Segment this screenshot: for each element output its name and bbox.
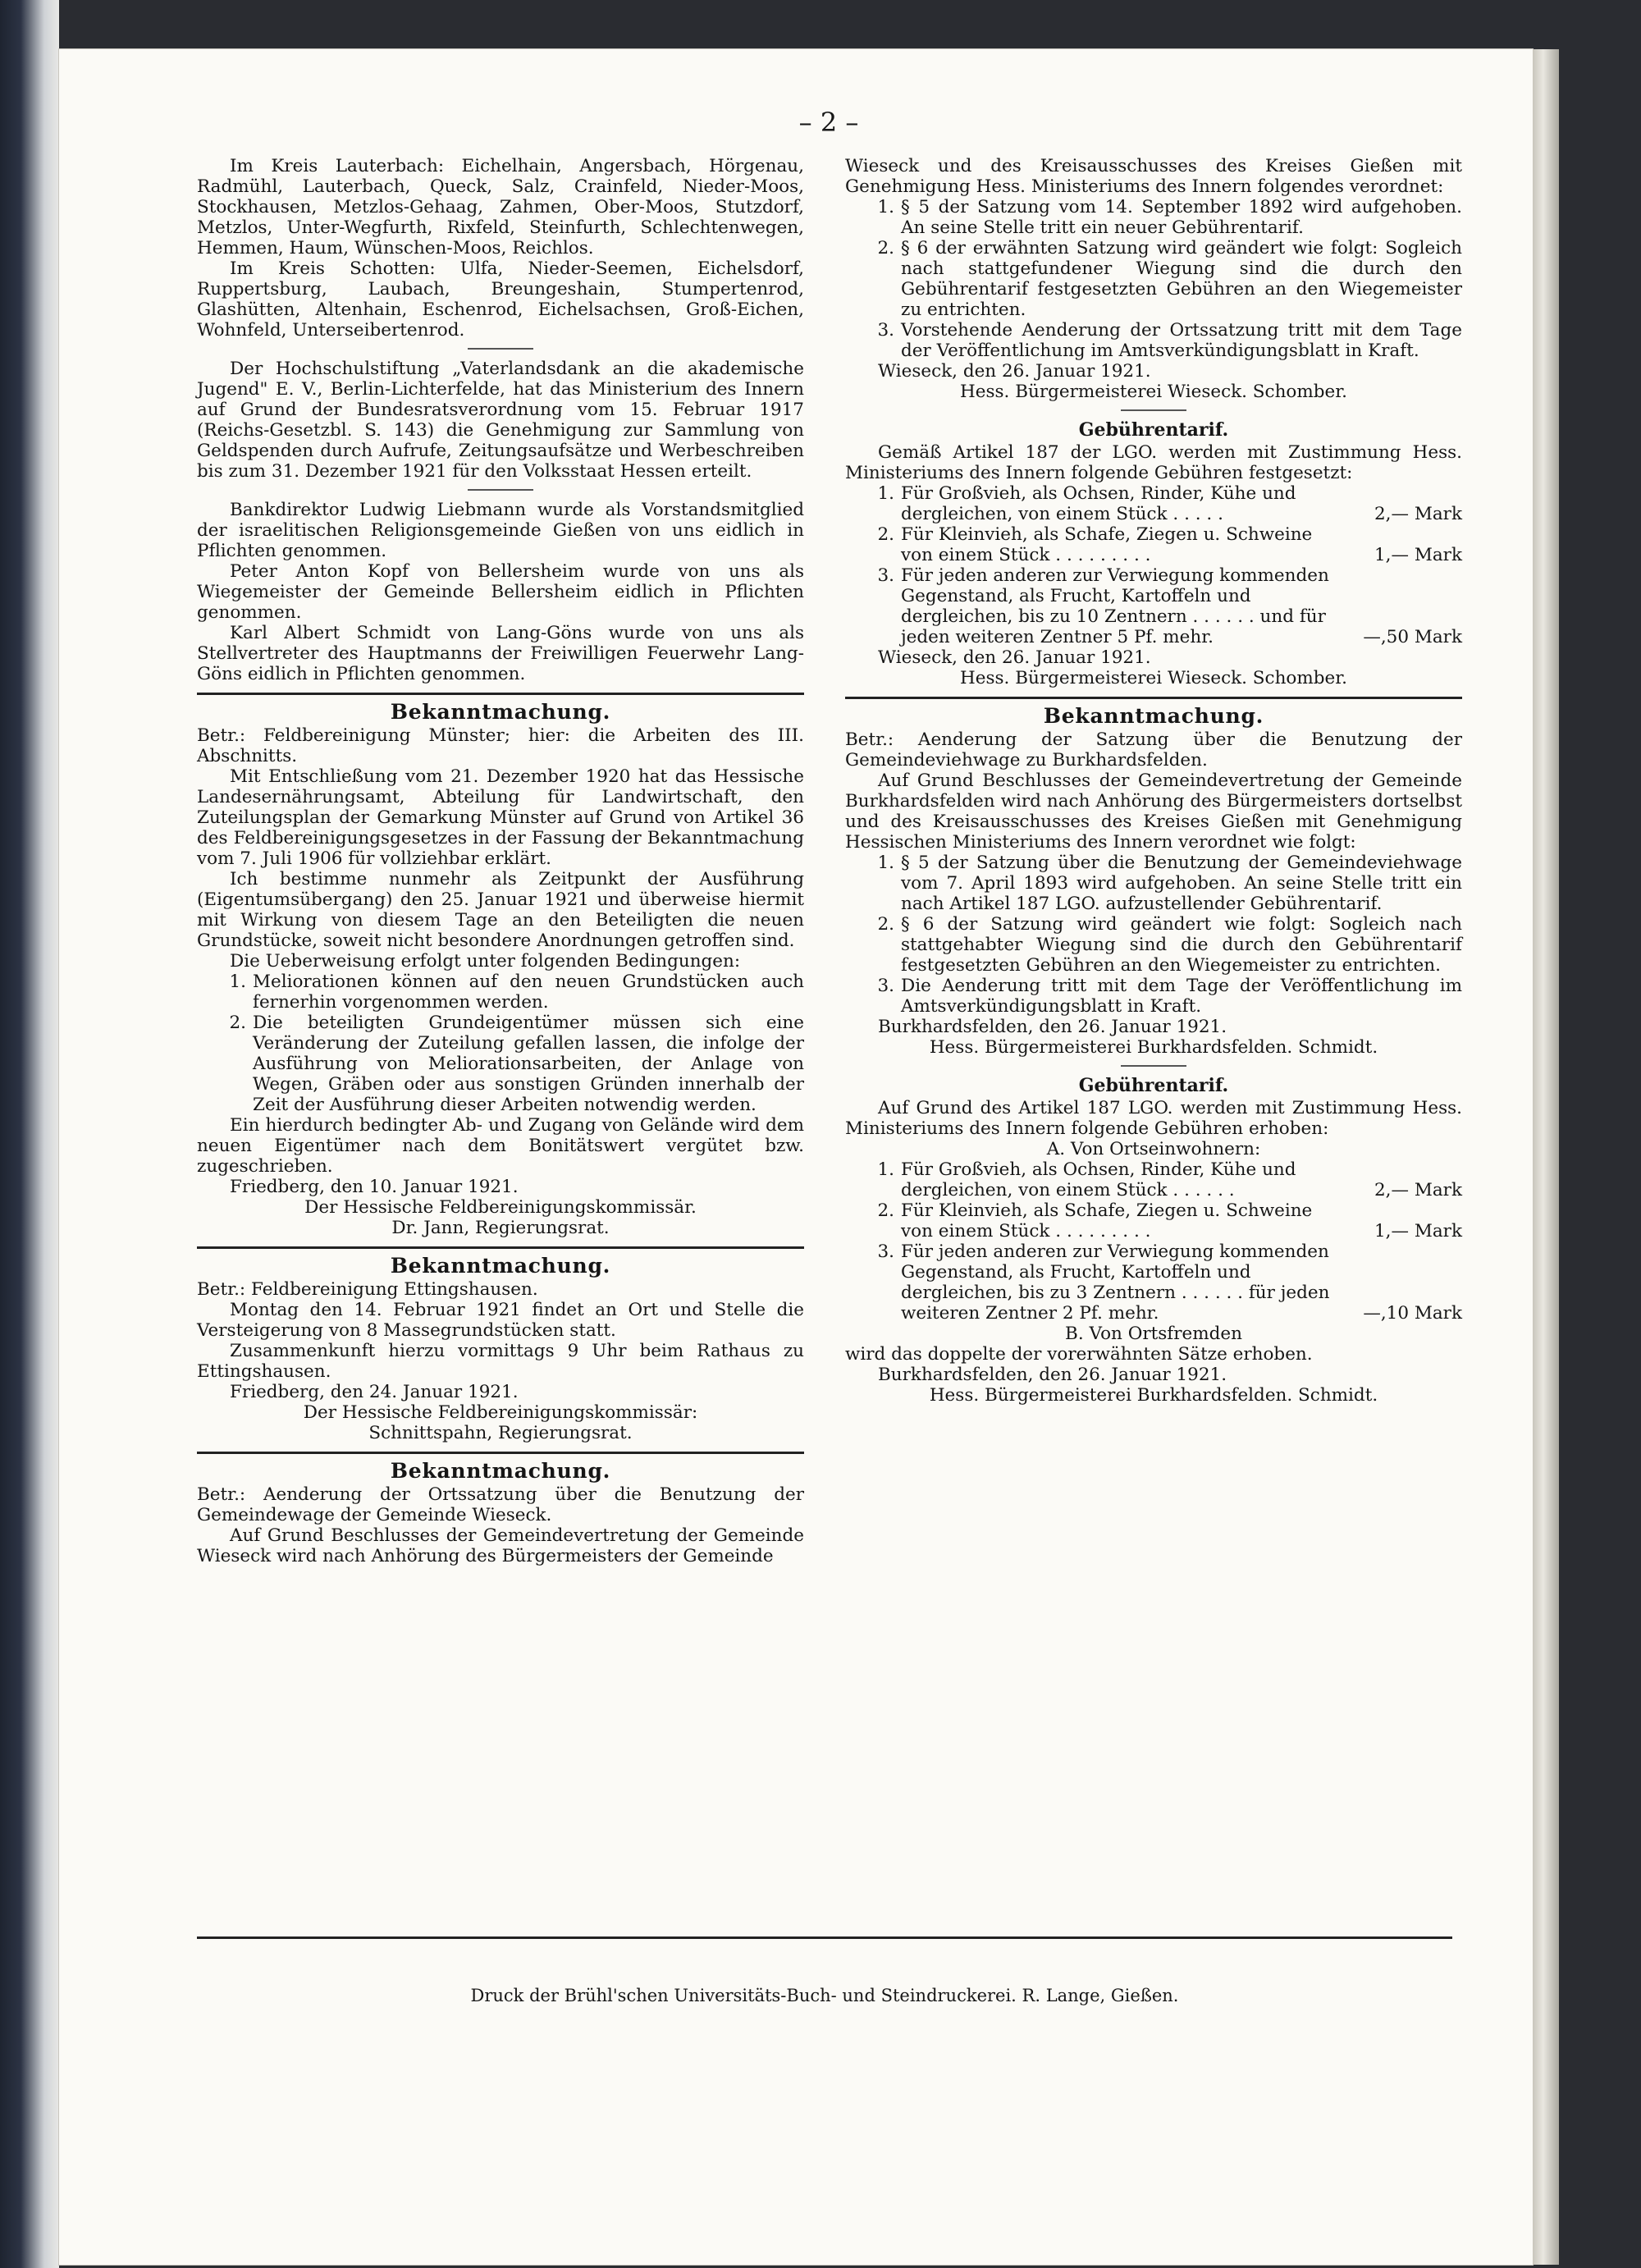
fee-amount: —,50 Mark xyxy=(1363,627,1462,647)
fee-item xyxy=(845,565,1462,647)
date-line: Wieseck, den 26. Januar 1921. xyxy=(878,647,1151,668)
book-spine xyxy=(0,0,59,2268)
separator xyxy=(1121,409,1186,411)
date-line: Friedberg, den 10. Januar 1921. xyxy=(230,1177,519,1197)
date-line: Burkhardsfelden, den 26. Januar 1921. xyxy=(878,1017,1227,1037)
paragraph: Auf Grund Beschlusses der Gemeindevertretung der Gemeinde Burkhardsfelden wird nach Anhörung des Bürgermeisters dortselbst und des Kreisausschusses des Kreises Gießen mit Genehmigung Hessischen Ministeriums des Innern verordnet wie folgt: xyxy=(845,770,1462,853)
betreff-line: Betr.: Feldbereinigung Münster; hier: die Arbeiten des III. Abschnitts. xyxy=(197,725,804,766)
item-number: 2. xyxy=(229,1013,246,1033)
section-rule xyxy=(197,1452,804,1454)
kreis-lauterbach-list: Im Kreis Lauterbach: Eichelhain, Angersbach, Hörgenau, Radmühl, Lauterbach, Queck, Salz, Crainfeld, Nieder-Moos, Stockhausen, Metzlos-Gehaag, Zahmen, Ober-Moos, Stutzdorf, Metzlos, Unter-Wegfurth, Rixfeld, Steinfurth, Schlechtenwegen, Hemmen, Haum, Wünschen-Moos, Reichlos. xyxy=(197,156,804,258)
item-number: 1. xyxy=(229,972,246,992)
item-text: § 5 der Satzung über die Benutzung der Gemeindeviehwage vom 7. April 1893 wird aufgehoben. An seine Stelle tritt ein nach Artikel 187 LGO. aufzustellender Gebührentarif. xyxy=(901,853,1462,914)
list-item xyxy=(197,972,804,1013)
footer-rule xyxy=(197,1936,1452,1939)
item-number: 1. xyxy=(877,1159,894,1180)
fee-item xyxy=(845,1159,1462,1200)
paragraph: Die Ueberweisung erfolgt unter folgenden Bedingungen: xyxy=(230,951,741,972)
subheading: B. Von Ortsfremden xyxy=(1065,1324,1242,1344)
item-number: 1. xyxy=(877,483,894,504)
signature-line: Hess. Bürgermeisterei Burkhardsfelden. Schmidt. xyxy=(929,1385,1378,1406)
item-text: Für Großvieh, als Ochsen, Rinder, Kühe und dergleichen, von einem Stück . . . . . . xyxy=(901,1159,1296,1200)
paragraph: Mit Entschließung vom 21. Dezember 1920 hat das Hessische Landesernährungsamt, Abteilung für Landwirtschaft, den Zuteilungsplan der Gemarkung Münster auf Grund von Artikel 36 des Feldbereinigungsgesetzes in der Fassung der Bekanntmachung vom 7. Juli 1906 für vollziehbar erklärt. xyxy=(197,766,804,869)
item-text: Für Großvieh, als Ochsen, Rinder, Kühe und dergleichen, von einem Stück . . . . . xyxy=(901,483,1296,524)
fee-list xyxy=(845,483,1462,647)
signature-title: Der Hessische Feldbereinigungskommissär. xyxy=(304,1197,697,1218)
item-number: 3. xyxy=(877,320,894,341)
separator xyxy=(468,348,533,350)
fee-amount: 2,— Mark xyxy=(1374,504,1462,524)
liebmann-notice: Bankdirektor Ludwig Liebmann wurde als Vorstandsmitglied der israelitischen Religionsgemeinde Gießen von uns eidlich in Pflichten genommen. xyxy=(197,500,804,561)
item-number: 3. xyxy=(877,565,894,586)
item-text: § 5 der Satzung vom 14. September 1892 wird aufgehoben. An seine Stelle tritt ein neuer Gebührentarif. xyxy=(901,197,1462,238)
kopf-notice: Peter Anton Kopf von Bellersheim wurde von uns als Wiegemeister der Gemeinde Bellersheim eidlich in Pflichten genommen. xyxy=(197,561,804,623)
fee-list xyxy=(845,1159,1462,1324)
item-number: 2. xyxy=(877,1200,894,1221)
betreff-line: Betr.: Aenderung der Satzung über die Benutzung der Gemeindeviehwage zu Burkhardsfelden. xyxy=(845,729,1462,770)
fee-item xyxy=(845,1241,1462,1324)
item-text: Meliorationen können auf den neuen Grundstücken auch fernerhin vorgenommen werden. xyxy=(253,972,804,1013)
paragraph: Auf Grund Beschlusses der Gemeindevertretung der Gemeinde Wieseck wird nach Anhörung des Bürgermeisters der Gemeinde xyxy=(197,1525,804,1566)
paragraph: Montag den 14. Februar 1921 findet an Ort und Stelle die Versteigerung von 8 Massegrundstücken statt. xyxy=(197,1300,804,1341)
ordinance-list xyxy=(845,853,1462,1017)
list-item xyxy=(845,238,1462,320)
signature-title: Der Hessische Feldbereinigungskommissär: xyxy=(303,1402,698,1423)
fee-amount: 1,— Mark xyxy=(1374,1221,1462,1241)
fee-amount: 2,— Mark xyxy=(1374,1180,1462,1200)
fee-amount: —,10 Mark xyxy=(1363,1303,1462,1324)
item-number: 1. xyxy=(877,197,894,217)
item-number: 2. xyxy=(877,238,894,258)
paragraph: Ein hierdurch bedingter Ab- und Zugang von Gelände wird dem neuen Eigentümer nach dem Bonitätswert vergütet bzw. zugeschrieben. xyxy=(197,1115,804,1177)
date-line: Friedberg, den 24. Januar 1921. xyxy=(230,1382,519,1402)
item-text: Die Aenderung tritt mit dem Tage der Veröffentlichung im Amtsverkündigungsblatt in Kraft. xyxy=(901,976,1462,1017)
item-text: Die beteiligten Grundeigentümer müssen sich eine Veränderung der Zuteilung gefallen lassen, die infolge der Ausführung von Meliorationsarbeiten, der Anlage von Wegen, Gräben oder aus sonstigen Gründen innerhalb der Zeit der Ausführung dieser Arbeiten notwendig werden. xyxy=(253,1013,804,1115)
separator xyxy=(468,489,533,491)
right-column xyxy=(845,156,1462,1406)
ordinance-list xyxy=(845,197,1462,361)
fee-schedule-heading: Gebührentarif. xyxy=(1078,1075,1229,1096)
paragraph: Zusammenkunft hierzu vormittags 9 Uhr beim Rathaus zu Ettingshausen. xyxy=(197,1341,804,1382)
fee-schedule-heading: Gebührentarif. xyxy=(1078,419,1229,441)
item-number: 2. xyxy=(877,914,894,935)
signature-line: Hess. Bürgermeisterei Burkhardsfelden. Schmidt. xyxy=(929,1037,1378,1058)
paragraph: Wieseck und des Kreisausschusses des Kreises Gießen mit Genehmigung Hess. Ministeriums des Innern folgendes verordnet: xyxy=(845,156,1462,197)
date-line: Wieseck, den 26. Januar 1921. xyxy=(878,361,1151,382)
printer-imprint: Druck der Brühl'schen Universitäts-Buch- und Steindruckerei. R. Lange, Gießen. xyxy=(470,1986,1179,2005)
section-rule xyxy=(197,1246,804,1249)
list-item xyxy=(845,197,1462,238)
section-heading: Bekanntmachung. xyxy=(1043,704,1264,728)
item-text: Für Kleinvieh, als Schafe, Ziegen u. Schweine von einem Stück . . . . . . . . . xyxy=(901,1200,1313,1241)
kreis-schotten-list: Im Kreis Schotten: Ulfa, Nieder-Seemen, Eichelsdorf, Ruppertsburg, Laubach, Breungeshain, Stumpertenrod, Glashütten, Altenhain, Eschenrod, Eichelsachsen, Groß-Eichen, Wohnfeld, Unterseibertenrod. xyxy=(197,258,804,341)
fee-item xyxy=(845,524,1462,565)
signature-line: Hess. Bürgermeisterei Wieseck. Schomber. xyxy=(960,668,1347,688)
list-item xyxy=(845,320,1462,361)
section-heading: Bekanntmachung. xyxy=(390,700,611,724)
signature-name: Schnittspahn, Regierungsrat. xyxy=(368,1423,633,1443)
item-text: Für Kleinvieh, als Schafe, Ziegen u. Schweine von einem Stück . . . . . . . . . xyxy=(901,524,1313,565)
list-item xyxy=(197,1013,804,1115)
list-item xyxy=(845,914,1462,976)
item-number: 2. xyxy=(877,524,894,545)
list-item xyxy=(845,976,1462,1017)
betreff-line: Betr.: Aenderung der Ortssatzung über die Benutzung der Gemeindewage der Gemeinde Wieseck. xyxy=(197,1484,804,1525)
paragraph: wird das doppelte der vorerwähnten Sätze erhoben. xyxy=(845,1344,1313,1365)
betreff-line: Betr.: Feldbereinigung Ettingshausen. xyxy=(197,1279,538,1300)
paragraph: Auf Grund des Artikel 187 LGO. werden mit Zustimmung Hess. Ministeriums des Innern folgende Gebühren erhoben: xyxy=(845,1098,1462,1139)
fee-item xyxy=(845,1200,1462,1241)
item-text: Für jeden anderen zur Verwiegung kommenden Gegenstand, als Frucht, Kartoffeln und dergleichen, bis zu 3 Zentnern . . . . . . für jeden weiteren Zentner 2 Pf. mehr. xyxy=(901,1241,1330,1324)
schmidt-notice: Karl Albert Schmidt von Lang-Göns wurde von uns als Stellvertreter des Hauptmanns der Freiwilligen Feuerwehr Lang-Göns eidlich in Pflichten genommen. xyxy=(197,623,804,684)
section-rule xyxy=(197,693,804,695)
left-column xyxy=(197,156,804,1566)
date-line: Burkhardsfelden, den 26. Januar 1921. xyxy=(878,1365,1227,1385)
item-text: § 6 der erwähnten Satzung wird geändert wie folgt: Sogleich nach stattgefundener Wiegung sind die durch den Gebührentarif festgesetzten Gebühren an den Wiegemeister zu entrichten. xyxy=(901,238,1462,320)
section-heading: Bekanntmachung. xyxy=(390,1254,611,1278)
page-number: – 2 – xyxy=(798,107,859,138)
paragraph: Gemäß Artikel 187 der LGO. werden mit Zustimmung Hess. Ministeriums des Innern folgende Gebühren festgesetzt: xyxy=(845,442,1462,483)
item-text: Für jeden anderen zur Verwiegung kommenden Gegenstand, als Frucht, Kartoffeln und dergleichen, bis zu 10 Zentnern . . . . . . und für jeden weiteren Zentner 5 Pf. mehr. xyxy=(901,565,1329,647)
fee-item xyxy=(845,483,1462,524)
section-heading: Bekanntmachung. xyxy=(390,1459,611,1483)
item-number: 1. xyxy=(877,853,894,873)
separator xyxy=(1121,1065,1186,1067)
item-text: Vorstehende Aenderung der Ortssatzung tritt mit dem Tage der Veröffentlichung im Amtsverkündigungsblatt in Kraft. xyxy=(901,320,1462,361)
page-edge xyxy=(1533,49,1559,2265)
item-number: 3. xyxy=(877,976,894,996)
signature-name: Dr. Jann, Regierungsrat. xyxy=(391,1218,610,1238)
conditions-list xyxy=(197,972,804,1115)
signature-line: Hess. Bürgermeisterei Wieseck. Schomber. xyxy=(960,382,1347,402)
list-item xyxy=(845,853,1462,914)
section-rule xyxy=(845,697,1462,699)
paragraph: Ich bestimme nunmehr als Zeitpunkt der Ausführung (Eigentumsübergang) den 25. Januar 1921 und überweise hiermit mit Wirkung von diesem Tage an den Beteiligten die neuen Grundstücke, soweit nicht besondere Anordnungen getroffen sind. xyxy=(197,869,804,951)
hochschulstiftung-notice: Der Hochschulstiftung „Vaterlandsdank an die akademische Jugend" E. V., Berlin-Lichterfelde, hat das Ministerium des Innern auf Grund der Bundesratsverordnung vom 15. Februar 1917 (Reichs-Gesetzbl. S. 143) die Genehmigung zur Sammlung von Geldspenden durch Aufrufe, Zeitungsaufsätze und Werbeschreiben bis zum 31. Dezember 1921 für den Volksstaat Hessen erteilt. xyxy=(197,359,804,482)
item-number: 3. xyxy=(877,1241,894,1262)
fee-amount: 1,— Mark xyxy=(1374,545,1462,565)
item-text: § 6 der Satzung wird geändert wie folgt: Sogleich nach stattgehabter Wiegung sind die durch den Gebührentarif festgesetzten Gebühren an den Wiegemeister zu entrichten. xyxy=(901,914,1462,976)
subheading: A. Von Ortseinwohnern: xyxy=(1046,1139,1261,1159)
